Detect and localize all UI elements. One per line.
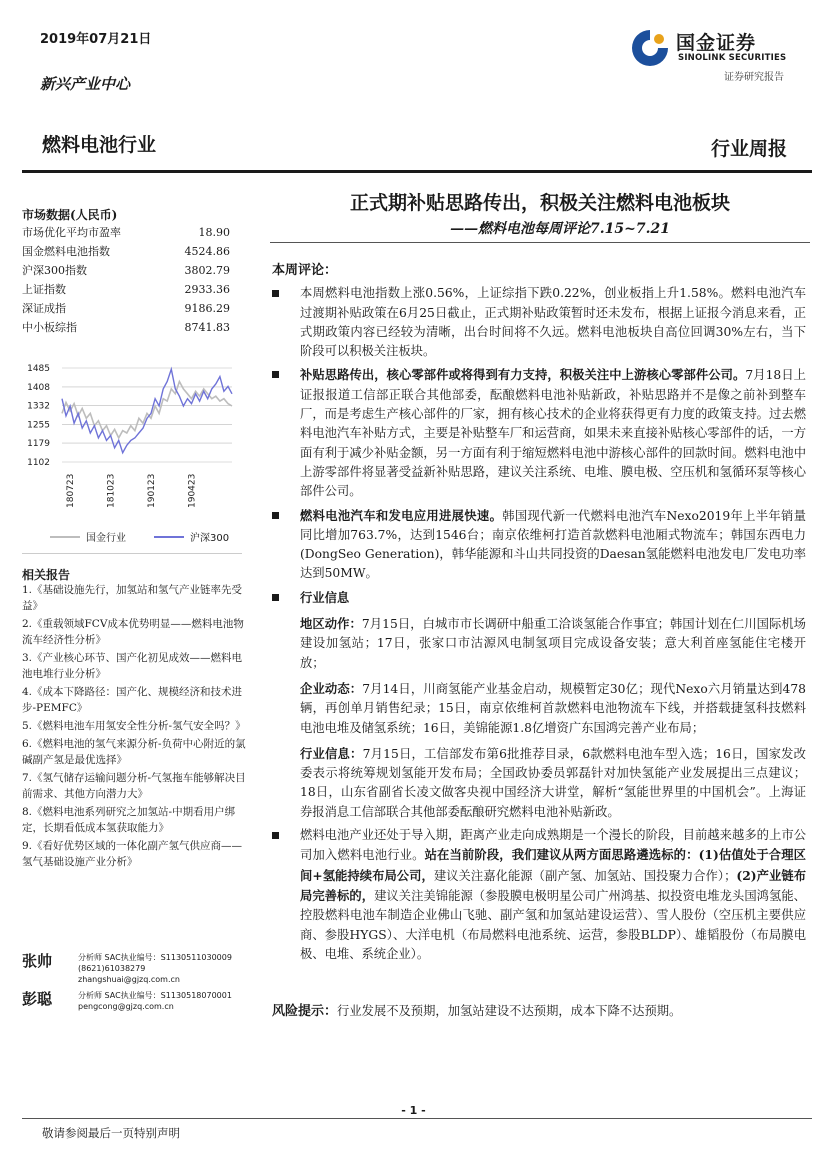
- company-news-label: 企业动态：: [300, 680, 363, 696]
- y-tick-label: 1332: [27, 401, 50, 412]
- market-label: 上证指数: [22, 283, 66, 296]
- market-label: 市场优化平均市盈率: [22, 226, 121, 239]
- x-tick-label: 181023: [106, 473, 117, 508]
- region-actions: [300, 614, 806, 673]
- related-report-item[interactable]: 9.《看好优势区域的一体化副产氢气供应商——氢气基础设施产业分析》: [22, 840, 243, 868]
- risk-warning: [272, 1002, 806, 1021]
- bullet-text: 燃料电池产业还处于导入期，距离产业走向成熟期是一个漫长的阶段，目前越来越多的上市公司加入燃料电池行业。: [300, 828, 806, 863]
- bullet-text: 建议关注嘉化能源（副产氢、加氢站、国投聚力合作）；: [433, 868, 737, 883]
- related-reports-list: [22, 582, 252, 872]
- industry-news-text: 7月15日，工信部发布第6批推荐目录，6款燃料电池车型入选；16日，国家发改委表示将统筹规划氢能开发布局；全国政协委员郭磊针对加快氢能产业发展提出三点建议；18日，山东省副省长凌文做客央视中国经济大讲堂，解析“氢能世界里的中国机会”。上海证券报消息工信部联合其他部委酝酿研究燃料电池补贴新政。: [300, 746, 806, 819]
- analyst-name: 张帅: [22, 952, 53, 970]
- y-tick-label: 1255: [27, 420, 50, 431]
- analyst-email[interactable]: pengcong@gjzq.com.cn: [78, 1002, 174, 1011]
- analyst-phone: (8621)61038279: [78, 964, 146, 973]
- bullet-text: 7月18日上证报报道工信部正联合其他部委，酝酿燃料电池补贴新政，补贴思路并不是像之前补到整车厂，而是考虑生产核心部件的厂家，拥有核心技术的企业将获得更有力度的政策支持。过去燃料电池汽车补贴方式，主要是补贴整车厂和运营商，如果未来直接补贴核心零部件的话，一方面有利于减少补贴金额，另一方面有利于缩短燃料电池中游核心部件的回款时间。燃料电池中上游零部件将显著受益新补贴思路，建议关注系统、电堆、膜电极、空压机和氢循环泵等核心部件公司。: [300, 368, 806, 499]
- bullet-paragraph: [272, 365, 806, 501]
- left-divider: [22, 553, 242, 554]
- footer-disclaimer: 敬请参阅最后一页特别声明: [42, 1126, 180, 1140]
- page-number: - 1 -: [401, 1104, 426, 1117]
- market-label: 国金燃料电池指数: [22, 245, 110, 258]
- report-type: 行业周报: [710, 138, 787, 160]
- y-tick-label: 1102: [27, 458, 50, 468]
- analyst-sac: 分析师 SAC执业编号：S1130511030009: [78, 953, 232, 962]
- market-value: 3802.79: [184, 264, 230, 277]
- x-tick-label: 190423: [187, 473, 198, 508]
- related-reports-title: 相关报告: [22, 568, 71, 582]
- chart-y-axis: [27, 364, 50, 468]
- related-report-item[interactable]: 4.《成本下降路径：国产化、规模经济和技术进步-PEMFC》: [22, 686, 243, 714]
- bullet-paragraph: [272, 506, 806, 584]
- industry-info-title: 行业信息: [300, 589, 350, 605]
- market-value: 9186.29: [184, 302, 230, 315]
- industry-name: 燃料电池行业: [42, 134, 157, 156]
- related-report-item[interactable]: 7.《氢气储存运输问题分析-气氢拖车能够解决目前需求、其他方向潜力大》: [22, 772, 246, 800]
- market-value: 18.90: [198, 226, 230, 239]
- legend-label-hs300: 沪深300: [190, 533, 230, 544]
- bullet-text: 建议关注美锦能源（参股膜电极明星公司广州鸿基、拟投资电堆龙头国鸿氢能、控股燃料电池车制造企业佛山飞驰、副产氢和加氢站建设运营）、雪人股份（空压机主要供应商、参股HYGS）、大洋电机（布局燃料电池系统、运营，参股BLDP）、雄韬股份（布局膜电极、电堆、系统企业）。: [300, 888, 806, 961]
- legend-swatch-hs300: [154, 536, 184, 538]
- related-report-item[interactable]: 8.《燃料电池系列研究之加氢站-中期看用户绑定，长期看低成本氢获取能力》: [22, 806, 236, 834]
- related-report-item[interactable]: 1.《基础设施先行，加氢站和氢气产业链率先受益》: [22, 584, 243, 612]
- x-tick-label: 190123: [147, 473, 158, 508]
- analyst-info: [78, 990, 232, 1012]
- bullet-square-icon: [272, 290, 279, 297]
- logo-mark-icon: [628, 26, 672, 70]
- region-actions-label: 地区动作：: [300, 616, 362, 632]
- logo-en-text: SINOLINK SECURITIES: [678, 53, 787, 63]
- bullet-paragraph: [272, 284, 806, 361]
- research-center: 新兴产业中心: [40, 75, 131, 93]
- report-body: [272, 261, 806, 968]
- report-date: 2019年07月21日: [40, 32, 152, 47]
- bullet-square-icon: [272, 512, 279, 519]
- market-row: [22, 242, 230, 261]
- report-title: 正式期补贴思路传出，积极关注燃料电池板块: [349, 192, 730, 214]
- bullet-bold-text: 燃料电池汽车和发电应用进展快速。: [300, 507, 503, 523]
- report-subtitle: ——燃料电池每周评论7.15~7.21: [450, 221, 670, 237]
- logo-cn-text: 国金证券: [676, 32, 757, 54]
- company-logo: [628, 26, 798, 81]
- related-report-item[interactable]: 6.《燃料电池的氢气来源分析-负荷中心附近的氯碱副产氢是最优选择》: [22, 738, 246, 766]
- related-report-item[interactable]: 3.《产业核心环节、国产化初见成效——燃料电池电堆行业分析》: [22, 652, 243, 680]
- analyst-info: [78, 952, 232, 985]
- bullet-bold-text: 站在当前阶段，我们建议从两方面思路遴选标的：(1)估值处于合理区间+氢能持续布局公司，: [300, 847, 806, 883]
- market-label: 深证成指: [22, 302, 66, 315]
- market-value: 4524.86: [184, 245, 230, 258]
- index-line-chart: [22, 354, 240, 514]
- chart-legend: [50, 529, 229, 544]
- market-value: 2933.36: [184, 283, 230, 296]
- bullet-paragraph: [272, 588, 806, 822]
- legend-label-industry: 国金行业: [86, 533, 126, 544]
- risk-label: 风险提示：: [272, 1004, 338, 1019]
- title-divider: [270, 242, 810, 243]
- market-row: [22, 261, 230, 280]
- y-tick-label: 1485: [27, 364, 50, 374]
- related-report-item[interactable]: 2.《重载领域FCV成本优势明显——燃料电池物流车经济性分析》: [22, 618, 244, 646]
- header-divider: [22, 170, 812, 173]
- market-row: [22, 299, 230, 318]
- risk-text: 行业发展不及预期，加氢站建设不达预期，成本下降不达预期。: [337, 1004, 682, 1018]
- series-line-hs300: [62, 369, 232, 453]
- logo-subtitle: 证券研究报告: [724, 72, 784, 83]
- bullet-square-icon: [272, 832, 279, 839]
- industry-news-label: 行业信息：: [300, 745, 363, 761]
- y-tick-label: 1179: [27, 439, 50, 450]
- market-label: 沪深300指数: [22, 264, 87, 277]
- analyst-sac: 分析师 SAC执业编号：S1130518070001: [78, 991, 232, 1000]
- chart-x-axis: [66, 474, 197, 508]
- legend-swatch-industry: [50, 536, 80, 538]
- market-data-title: 市场数据(人民币): [22, 208, 118, 222]
- industry-news: [300, 744, 806, 822]
- market-label: 中小板综指: [22, 321, 77, 334]
- series-line-industry: [62, 382, 232, 438]
- x-tick-label: 180723: [66, 473, 77, 508]
- market-data-table: [22, 223, 230, 337]
- bullet-text: 本周燃料电池指数上涨0.56%，上证综指下跌0.22%，创业板指上升1.58%。燃料电池汽车过渡期补贴政策在6月25日截止，正式期补贴政策暂时还未发布，根据上证报今消息来看，正式期政策内容已经较为清晰，出台时间将不久远。燃料电池板块自高位回调30%左右，当下阶段可以积极关注板块。: [300, 286, 806, 359]
- bullet-text: 韩国现代新一代燃料电池汽车Nexo2019年上半年销量同比增加763.7%，达到1546台；南京依维柯打造首款燃料电池厢式物流车；韩国东西电力(DongSeo Generation)，韩华能源和斗山共同投资的Daesan氢能燃料电池发电厂发电功率达到50MW。: [300, 508, 806, 581]
- company-news-text: 7月14日，川商氢能产业基金启动，规模暂定30亿；现代Nexo六月销量达到478辆，再创单月销售纪录；15日，南京依维柯首款燃料电池物流车下线，并搭载捷氢科技燃料电池电堆及储氢系统；16日，美锦能源1.8亿增资广东国鸿完善产业布局；: [300, 681, 806, 735]
- market-row: [22, 223, 230, 242]
- y-tick-label: 1408: [27, 382, 50, 393]
- bullet-square-icon: [272, 371, 279, 378]
- bullet-paragraph: [272, 826, 806, 964]
- chart-series: [62, 369, 232, 453]
- analyst-email[interactable]: zhangshuai@gjzq.com.cn: [78, 975, 180, 984]
- market-value: 8741.83: [184, 321, 230, 334]
- bullet-bold-text: 补贴思路传出，核心零部件或将得到有力支持，积极关注中上游核心零部件公司。: [300, 367, 746, 383]
- related-report-item[interactable]: 5.《燃料电池车用氢安全性分析-氢气安全吗？》: [22, 720, 246, 732]
- analyst-name: 彭聪: [22, 990, 53, 1008]
- region-actions-text: 7月15日，白城市市长调研中船重工洽谈氢能合作事宜；韩国计划在仁川国际机场建设加氢站；17日，张家口市沽源风电制氢项目完成设备安装；意大利首座氢能住宅楼开放；: [300, 617, 806, 670]
- bullet-square-icon: [272, 594, 279, 601]
- footer-divider: [22, 1118, 812, 1119]
- market-row: [22, 318, 230, 337]
- bullet-bold-text: (2)产业链布局完善标的，: [300, 867, 806, 903]
- weekly-review-title: 本周评论：: [272, 263, 338, 278]
- company-news: [300, 679, 806, 738]
- market-row: [22, 280, 230, 299]
